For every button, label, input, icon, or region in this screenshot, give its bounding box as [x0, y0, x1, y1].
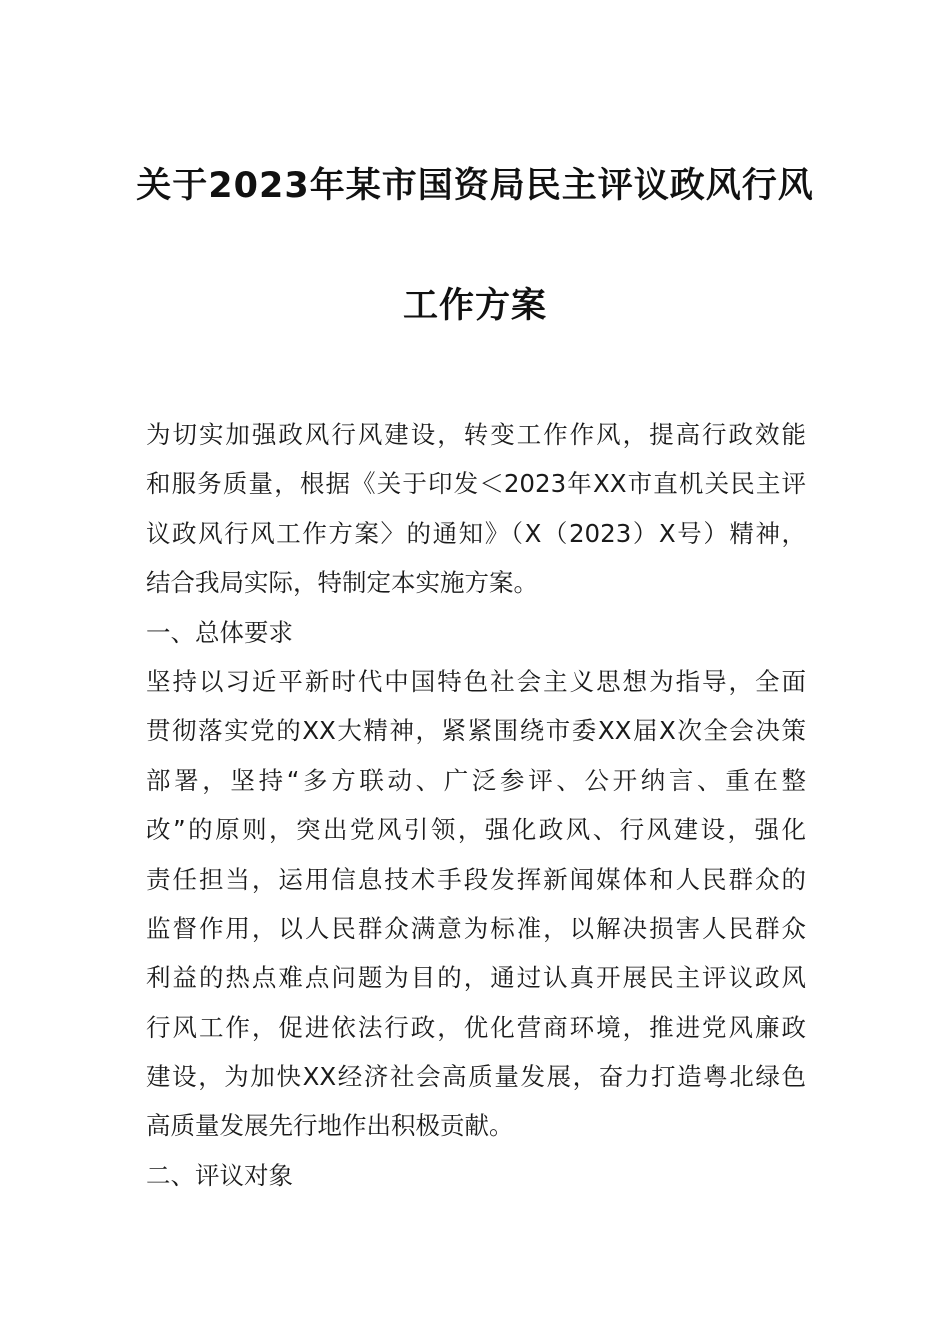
section1-paragraph — [146, 657, 806, 1151]
document-body — [146, 410, 806, 1200]
paragraph-line: 行风工作，促进依法行政，优化营商环境，推进党风廉政 — [146, 1012, 806, 1042]
section-heading-evaluation-targets: 二、评议对象 — [146, 1160, 293, 1190]
paragraph-line: 结合我局实际，特制定本实施方案。 — [146, 568, 538, 598]
paragraph-line: 改”的原则，突出党风引领，强化政风、行风建设，强化 — [146, 815, 806, 845]
paragraph-line: 建设，为加快XX经济社会高质量发展，奋力打造粤北绿色 — [146, 1062, 806, 1092]
section-heading-general-requirements: 一、总体要求 — [146, 617, 293, 647]
paragraph-line: 部署，坚持“多方联动、广泛参评、公开纳言、重在整 — [146, 765, 806, 795]
paragraph-line: 坚持以习近平新时代中国特色社会主义思想为指导，全面 — [146, 666, 806, 696]
paragraph-line: 高质量发展先行地作出积极贡献。 — [146, 1111, 514, 1141]
paragraph-line: 责任担当，运用信息技术手段发挥新闻媒体和人民群众的 — [146, 864, 806, 894]
paragraph-line: 为切实加强政风行风建设，转变工作作风，提高行政效能 — [146, 420, 806, 449]
paragraph-line: 贯彻落实党的XX大精神，紧紧围绕市委XX届X次全会决策 — [146, 716, 806, 746]
document-title-line-2: 工作方案 — [402, 286, 547, 326]
paragraph-line: 和服务质量，根据《关于印发＜2023年XX市直机关民主评 — [146, 469, 806, 499]
paragraph-line: 议政风行风工作方案〉的通知》（X（2023）X号）精神， — [146, 518, 806, 548]
paragraph-line: 利益的热点难点问题为目的，通过认真开展民主评议政风 — [146, 963, 806, 993]
document-title-line-1: 关于2023年某市国资局民主评议政风行风 — [136, 166, 814, 206]
paragraph-line: 监督作用，以人民群众满意为标准，以解决损害人民群众 — [146, 913, 806, 943]
intro-paragraph — [146, 410, 806, 608]
